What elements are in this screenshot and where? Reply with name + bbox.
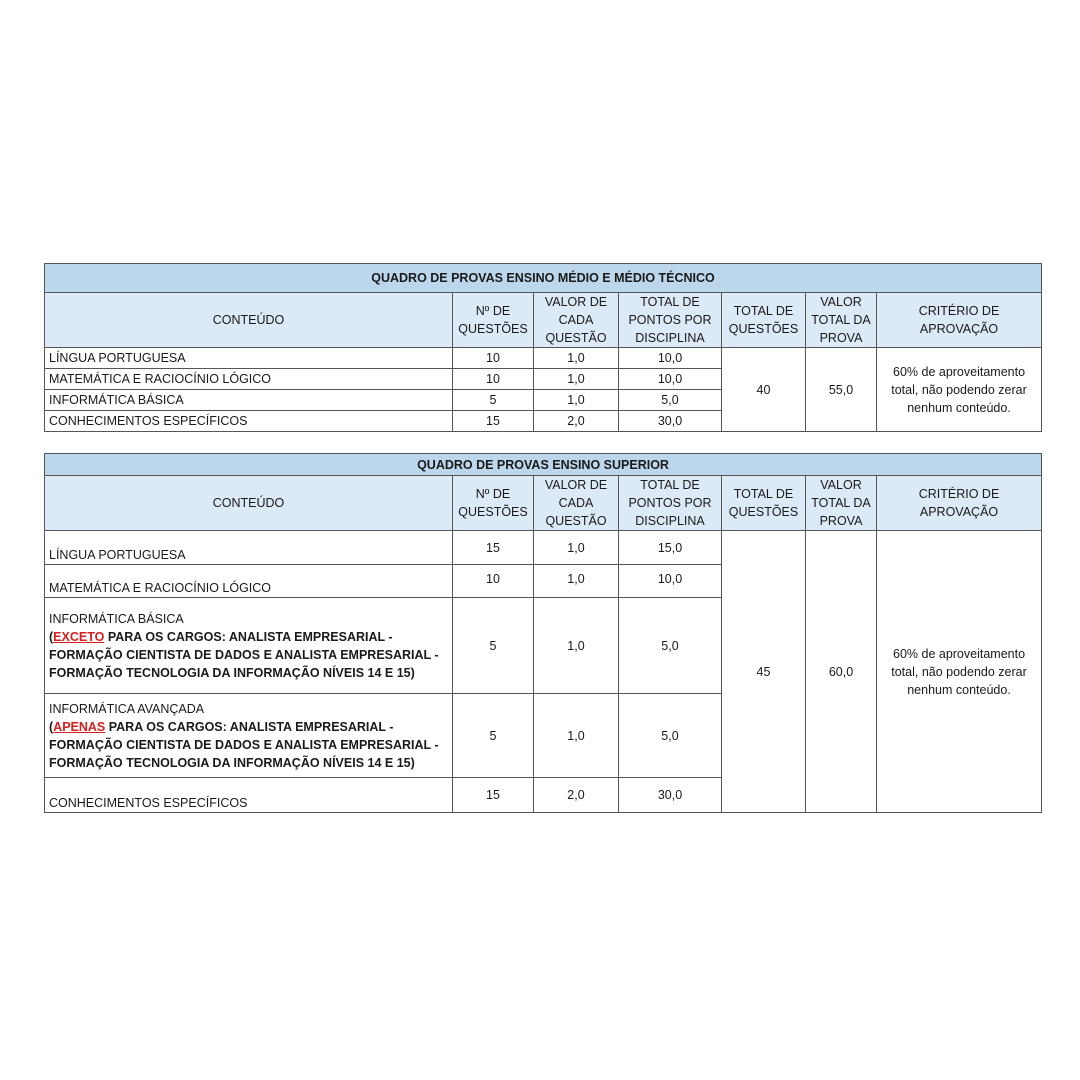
cell-valor: 1,0 — [534, 390, 619, 411]
header-conteudo: CONTEÚDO — [45, 293, 453, 348]
header-total-questoes: TOTAL DE QUESTÕES — [722, 476, 806, 531]
header-criterio: CRITÉRIO DE APROVAÇÃO — [877, 293, 1042, 348]
subject-note: (APENAS PARA OS CARGOS: ANALISTA EMPRESARIAL - FORMAÇÃO CIENTISTA DE DADOS E ANALISTA EMPRESARIAL - FORMAÇÃO TECNOLOGIA DA INFORMAÇÃO NÍVEIS 14 E 15) — [49, 719, 439, 770]
header-valor-questao: VALOR DE CADA QUESTÃO — [534, 476, 619, 531]
header-valor-total: VALOR TOTAL DA PROVA — [806, 476, 877, 531]
table-title: QUADRO DE PROVAS ENSINO MÉDIO E MÉDIO TÉCNICO — [45, 264, 1042, 293]
cell-pontos: 10,0 — [619, 348, 722, 369]
cell-questoes: 5 — [453, 694, 534, 778]
header-pontos-disciplina: TOTAL DE PONTOS POR DISCIPLINA — [619, 476, 722, 531]
header-criterio: CRITÉRIO DE APROVAÇÃO — [877, 476, 1042, 531]
cell-criterio: 60% de aproveitamento total, não podendo zerar nenhum conteúdo. — [877, 348, 1042, 432]
header-questoes: Nº DE QUESTÕES — [453, 476, 534, 531]
cell-valor: 1,0 — [534, 598, 619, 694]
cell-questoes: 15 — [453, 531, 534, 565]
cell-conteudo: INFORMÁTICA BÁSICA — [45, 390, 453, 411]
cell-pontos: 15,0 — [619, 531, 722, 565]
cell-conteudo: CONHECIMENTOS ESPECÍFICOS — [45, 411, 453, 432]
table-title: QUADRO DE PROVAS ENSINO SUPERIOR — [45, 454, 1042, 476]
cell-questoes: 10 — [453, 348, 534, 369]
cell-questoes: 15 — [453, 411, 534, 432]
table-row — [45, 348, 1042, 369]
cell-questoes: 5 — [453, 598, 534, 694]
cell-pontos: 10,0 — [619, 565, 722, 598]
subject-label: INFORMÁTICA BÁSICA — [49, 611, 184, 626]
cell-valor: 1,0 — [534, 565, 619, 598]
highlight-keyword: EXCETO — [53, 629, 105, 644]
cell-criterio: 60% de aproveitamento total, não podendo zerar nenhum conteúdo. — [877, 531, 1042, 813]
subject-note: (EXCETO PARA OS CARGOS: ANALISTA EMPRESARIAL - FORMAÇÃO CIENTISTA DE DADOS E ANALISTA EMPRESARIAL - FORMAÇÃO TECNOLOGIA DA INFORMAÇÃO NÍVEIS 14 E 15) — [49, 629, 439, 680]
cell-questoes: 10 — [453, 369, 534, 390]
cell-pontos: 5,0 — [619, 694, 722, 778]
cell-valor: 2,0 — [534, 411, 619, 432]
cell-conteudo — [45, 598, 453, 694]
header-total-questoes: TOTAL DE QUESTÕES — [722, 293, 806, 348]
cell-conteudo: CONHECIMENTOS ESPECÍFICOS — [45, 778, 453, 813]
cell-valor: 1,0 — [534, 348, 619, 369]
cell-questoes: 15 — [453, 778, 534, 813]
header-pontos-disciplina: TOTAL DE PONTOS POR DISCIPLINA — [619, 293, 722, 348]
cell-conteudo: LÍNGUA PORTUGUESA — [45, 348, 453, 369]
cell-valor: 1,0 — [534, 694, 619, 778]
quadro-provas-medio-table — [44, 263, 1042, 432]
quadro-provas-superior-table — [44, 453, 1042, 813]
cell-total-questoes: 40 — [722, 348, 806, 432]
cell-pontos: 10,0 — [619, 369, 722, 390]
header-valor-questao: VALOR DE CADA QUESTÃO — [534, 293, 619, 348]
cell-questoes: 10 — [453, 565, 534, 598]
cell-total-questoes: 45 — [722, 531, 806, 813]
cell-valor-total: 55,0 — [806, 348, 877, 432]
header-conteudo: CONTEÚDO — [45, 476, 453, 531]
cell-valor-total: 60,0 — [806, 531, 877, 813]
cell-valor: 2,0 — [534, 778, 619, 813]
cell-conteudo: MATEMÁTICA E RACIOCÍNIO LÓGICO — [45, 565, 453, 598]
table-row — [45, 531, 1042, 565]
cell-pontos: 30,0 — [619, 778, 722, 813]
cell-valor: 1,0 — [534, 531, 619, 565]
cell-valor: 1,0 — [534, 369, 619, 390]
subject-label: INFORMÁTICA AVANÇADA — [49, 701, 205, 716]
cell-pontos: 5,0 — [619, 390, 722, 411]
cell-questoes: 5 — [453, 390, 534, 411]
header-questoes: Nº DE QUESTÕES — [453, 293, 534, 348]
cell-pontos: 30,0 — [619, 411, 722, 432]
cell-pontos: 5,0 — [619, 598, 722, 694]
header-valor-total: VALOR TOTAL DA PROVA — [806, 293, 877, 348]
cell-conteudo: LÍNGUA PORTUGUESA — [45, 531, 453, 565]
highlight-keyword: APENAS — [53, 719, 106, 734]
cell-conteudo — [45, 694, 453, 778]
cell-conteudo: MATEMÁTICA E RACIOCÍNIO LÓGICO — [45, 369, 453, 390]
